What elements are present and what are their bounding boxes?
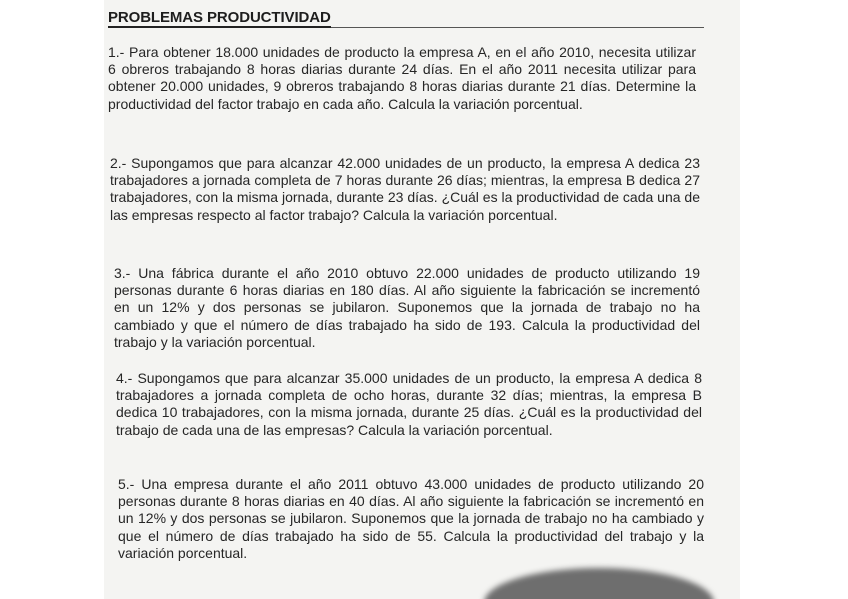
document-title: PROBLEMAS PRODUCTIVIDAD bbox=[108, 9, 331, 26]
problem-1: 1.- Para obtener 18.000 unidades de producto la empresa A, en el año 2010, necesita utilizar 6 obreros trabajando 8 horas diarias durante 24 días. En el año 2011 necesita utilizar para obtener 20.000 unidades, 9 obreros trabajando 8 horas diarias durante 21 días. Determine la productividad del factor trabajo en cada año. Calcula la variación porcentual. bbox=[108, 44, 696, 112]
problem-5: 5.- Una empresa durante el año 2011 obtuvo 43.000 unidades de producto utilizando 20 personas durante 8 horas diarias en 40 días. Al año siguiente la fabricación se incrementó en un 12% y dos personas se jubilaron. Suponemos que la jornada de trabajo no ha cambiado y que el número de días trabajado ha sido de 55. Calcula la productividad del trabajo y la variación porcentual. bbox=[118, 476, 704, 561]
problem-4: 4.- Supongamos que para alcanzar 35.000 unidades de un producto, la empresa A dedica 8 trabajadores a jornada completa de ocho horas, durante 32 días; mientras, la empresa B dedica 10 trabajadores, con la misma jornada, durante 25 días. ¿Cuál es la productividad del trabajo de cada una de las empresas? Calcula la variación porcentual. bbox=[116, 370, 702, 438]
finger-shadow bbox=[484, 568, 714, 599]
document-title-row bbox=[108, 9, 704, 28]
problem-2: 2.- Supongamos que para alcanzar 42.000 unidades de un producto, la empresa A dedica 23 trabajadores a jornada completa de 7 horas durante 26 días; mientras, la empresa B dedica 27 trabajadores, con la misma jornada, durante 23 días. ¿Cuál es la productividad de cada una de las empresas respecto al factor trabajo? Calcula la variación porcentual. bbox=[110, 155, 700, 223]
problem-3: 3.- Una fábrica durante el año 2010 obtuvo 22.000 unidades de producto utilizando 19 personas durante 6 horas diarias en 180 días. Al año siguiente la fabricación se incrementó en un 12% y dos personas se jubilaron. Suponemos que la jornada de trabajo no ha cambiado y que el número de días trabajado ha sido de 193. Calcula la productividad del trabajo y la variación porcentual. bbox=[114, 265, 700, 350]
document-page bbox=[104, 0, 740, 599]
